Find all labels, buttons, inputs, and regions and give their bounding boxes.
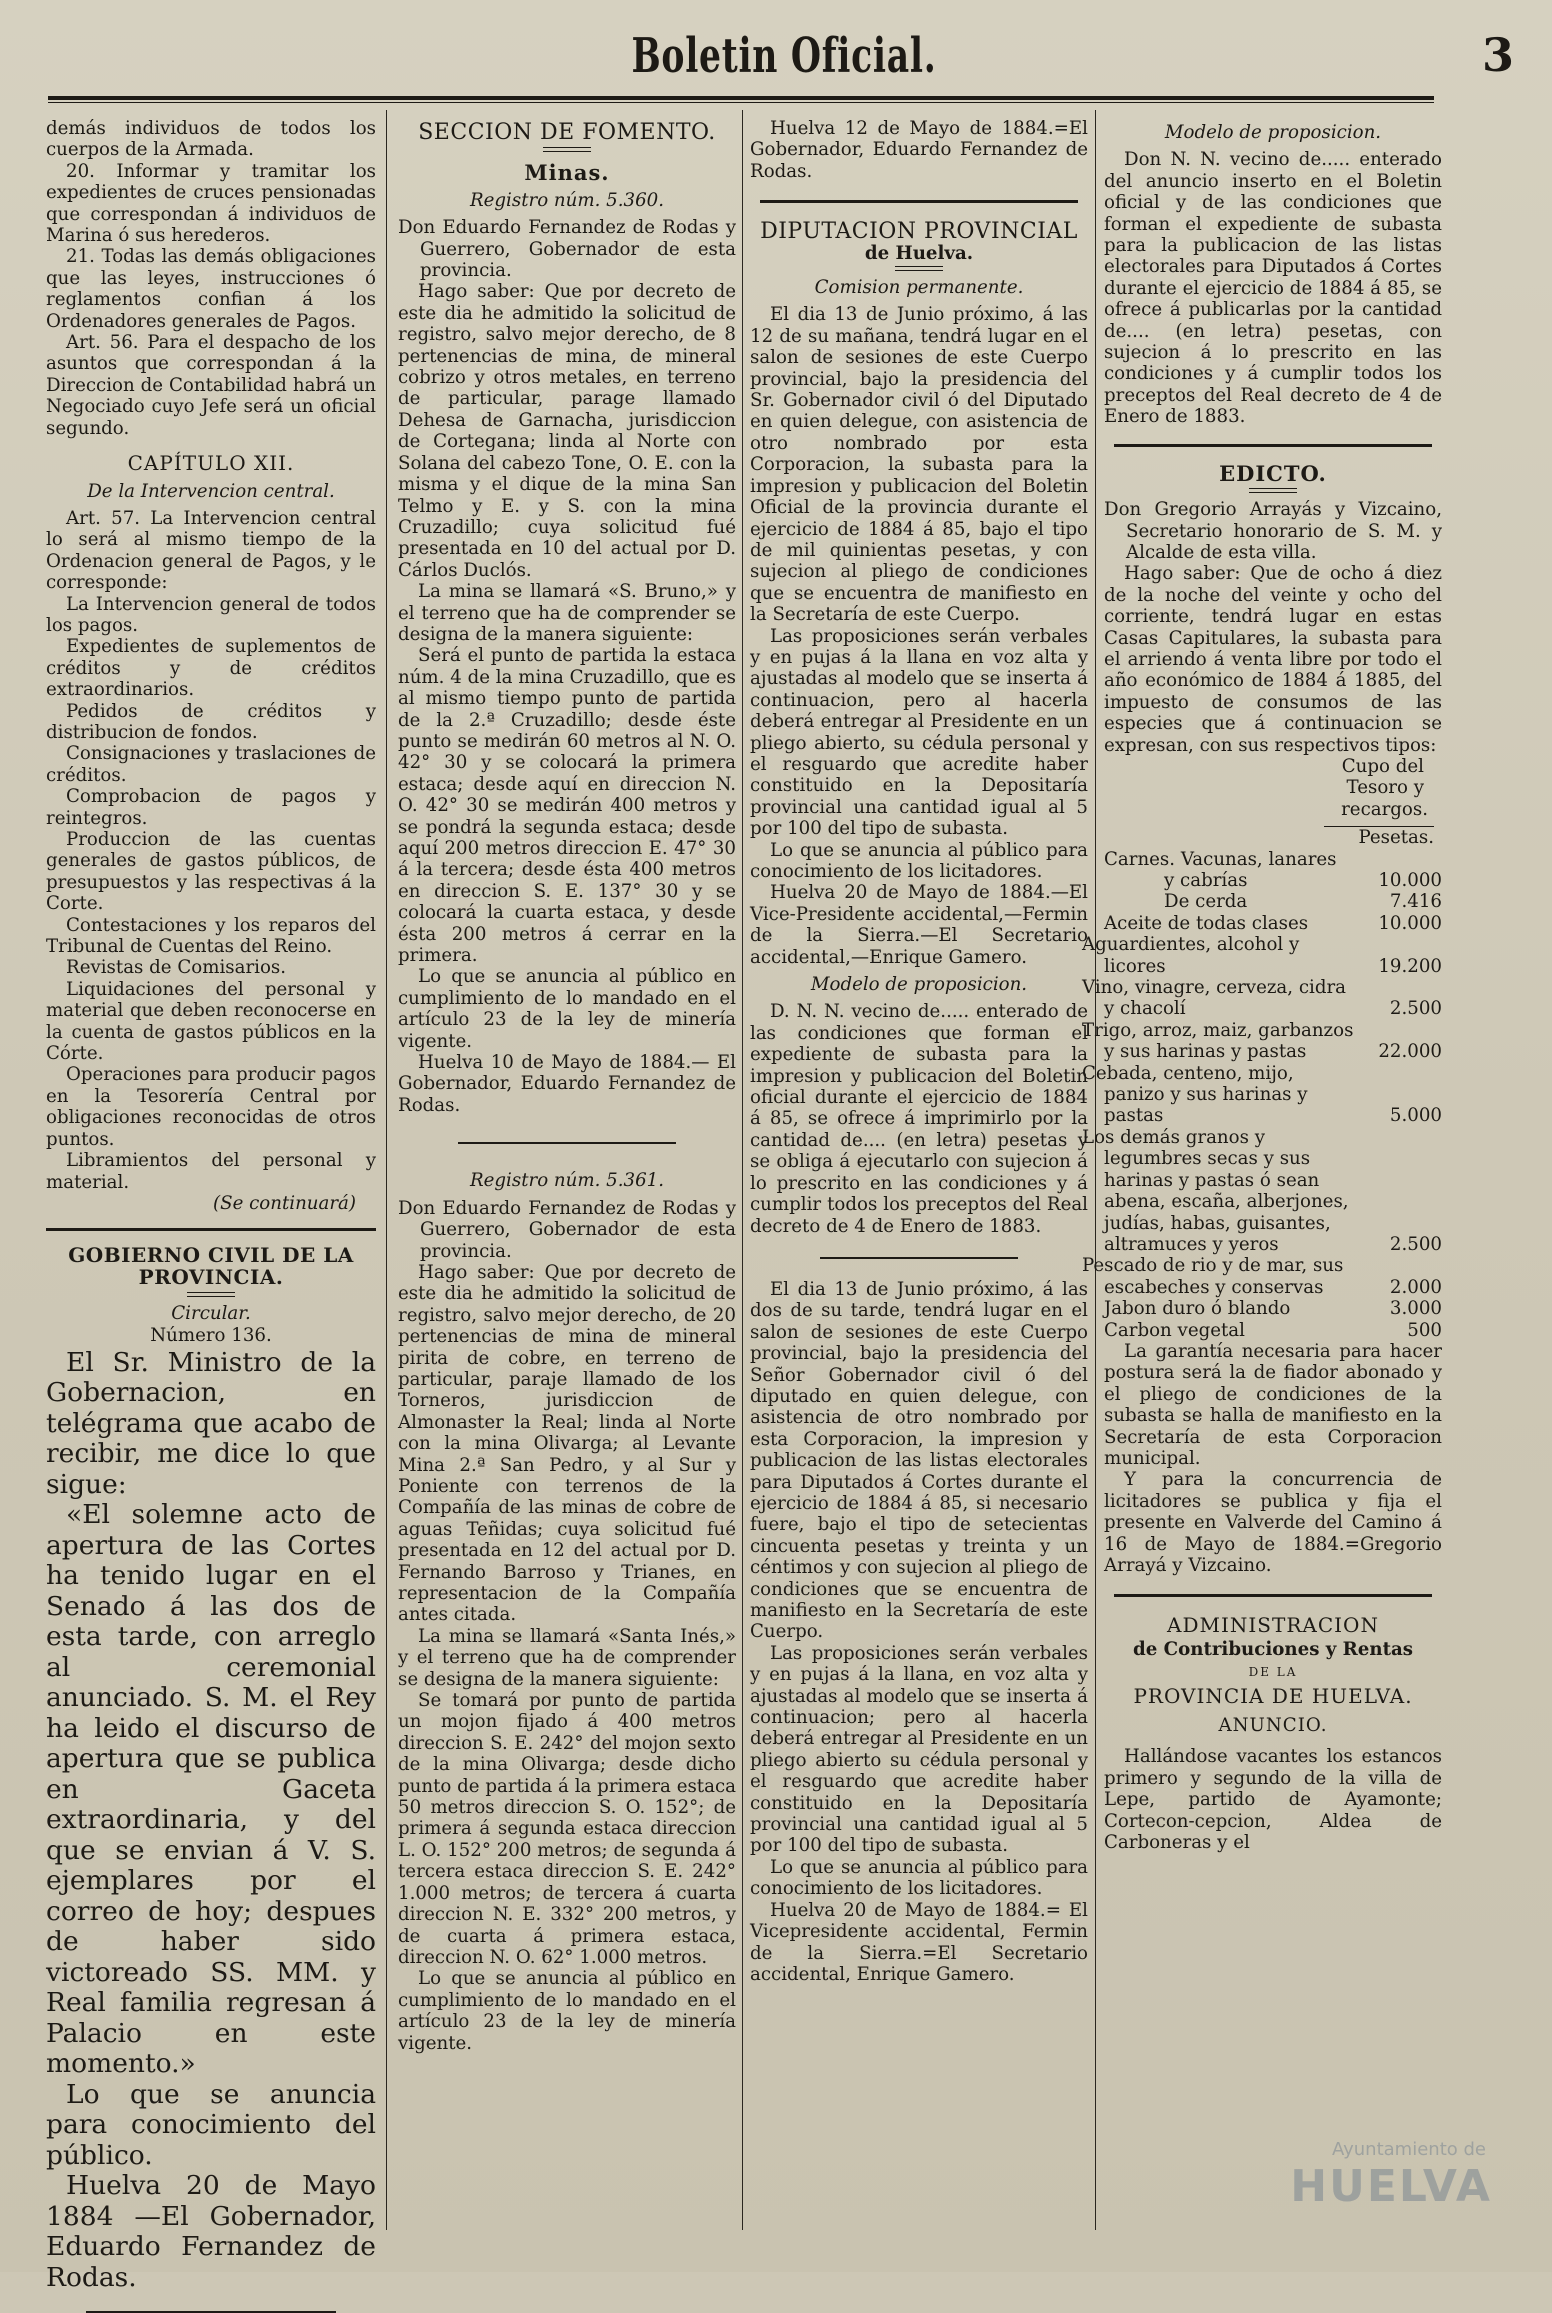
section-rule: [1114, 1594, 1432, 1597]
watermark-line: Ayuntamiento de: [1332, 2139, 1486, 2160]
table-row: [1104, 1320, 1442, 1341]
paragraph: Hago saber: Que por decreto de este dia he admitido la solicitud de registro, salvo mejor derecho, de 8 pertenencias de mina, de mineral cobrizo y otros metales, en terreno de particular, parage llamado Dehesa de Garnacha, jurisdiccion de Cortegana; linda al Norte con Solana del cabezo Tone, O. E. con la misma y el dique de la mina San Telmo y E. y S. con la mina Cruzadillo; cuya solicitud fué presentada en 10 del actual por D. Cárlos Duclós.: [398, 281, 736, 581]
paragraph: El dia 13 de Junio próximo, á las dos de su tarde, tendrá lugar en el salon de sesiones de este Cuerpo provincial, bajo la presidencia del Señor Gobernador civil ó del diputado en quien delegue, con asistencia de otro nombrado por esta Corporacion, la impresion y publicacion de las listas electorales para Diputados á Cortes durante el ejercicio de 1884 á 85, si necesario fuere, bajo el tipo de setecientas cincuenta pesetas y treinta y un céntimos y con sujecion al pliego de condiciones que se encuentra de manifiesto en la Secretaría de este Cuerpo.: [750, 1278, 1088, 1643]
paragraph: Huelva 20 de Mayo de 1884.—El Vice-Presidente accidental,—Fermin de la Sierra.—El Secretario accidental,—Enrique Gamero.: [750, 882, 1088, 968]
table-row: [1104, 1255, 1442, 1298]
table-cell-value: 10.000: [1378, 912, 1442, 934]
paragraph: Huelva 10 de Mayo de 1884.— El Gobernador, Eduardo Fernandez de Rodas.: [398, 1052, 736, 1116]
table-row: [1104, 1127, 1442, 1255]
list-item: Revistas de Comisarios.: [66, 957, 287, 979]
paragraph: Huelva 20 de Mayo de 1884.= El Vicepresidente accidental, Fermin de la Sierra.=El Secretario accidental, Enrique Gamero.: [750, 1899, 1088, 1985]
section-heading-diputacion: DIPUTACION PROVINCIAL: [760, 219, 1078, 245]
page-number: 3: [1481, 28, 1514, 82]
paragraph: Don Eduardo Fernandez de Rodas y Guerrero, Gobernador de esta provincia.: [398, 1197, 736, 1262]
table-header: Tesoro y: [1346, 777, 1424, 799]
list-item: Libramientos del personal y material.: [46, 1150, 376, 1193]
registry-number: Registro núm. 5.360.: [469, 189, 665, 211]
column-4: [1082, 118, 1442, 2248]
paragraph: Será el punto de partida la estaca núm. 4 de la mina Cruzadillo, que es al mismo tiempo punto de partida de la 2.ª Cruzadillo; desde éste punto se medirán 60 metros al N. O. 42° 30 y se colocará la primera estaca; desde aquí en direccion N. O. 42° 30 se medirán 400 metros y se pondrá la segunda estaca; desde aquí 200 metros direccion E. 47° 30 á la tercera; desde ésta 400 metros en direccion S. E. 137° 30 y se colocará la cuarta estaca, y desde ésta 200 metros á cerrar en la primera.: [398, 645, 736, 967]
chapter-heading: CAPÍTULO XII.: [127, 451, 295, 476]
ornament: [1249, 488, 1297, 493]
paragraph: Y para la concurrencia de licitadores se publica y fija el presente en Valverde del Camino á 16 de Mayo de 1884.=Gregorio Arrayá y Vizcaino.: [1104, 1469, 1442, 1576]
model-heading: Modelo de proposicion.: [810, 974, 1028, 996]
tariff-table: [1082, 848, 1442, 1341]
paragraph: Art. 56. Para el despacho de los asuntos que correspondan á la Direccion de Contabilidad habrá un Negociado cuyo Jefe será un oficial segundo.: [46, 332, 376, 439]
list-item: La Intervencion general de todos los pagos.: [46, 593, 376, 636]
chapter-subheading: De la Intervencion central.: [87, 480, 335, 502]
table-row: [1104, 913, 1442, 934]
paragraph: Hallándose vacantes los estancos primero y segundo de la villa de Lepe, partido de Ayamonte; Cortecon-cepcion, Aldea de Carboneras y el: [1104, 1746, 1442, 1854]
list-item: Consignaciones y traslaciones de créditos.: [46, 743, 376, 786]
list-item: Operaciones para producir pagos en la Tesorería Central por obligaciones reconocidas de otros puntos.: [46, 1064, 376, 1150]
subsection-heading-minas: Minas.: [524, 160, 610, 186]
paragraph-large: Lo que se anuncia para conocimiento del público.: [46, 2078, 376, 2171]
table-cell-value: 2.500: [1389, 998, 1442, 1020]
table-cell-item: y cabrías: [1164, 870, 1248, 891]
circular-number: Número 136.: [150, 1324, 272, 1346]
paragraph: Las proposiciones serán verbales y en pujas á la llana, en voz alta y ajustadas al modelo que se inserta á continuacion; pero al hacerla deberá entregar al Presidente en un pliego abierto su cédula personal y el resguardo que acredite haber constituido en la Depositaría provincial una cantidad igual al 5 por 100 del tipo de subasta.: [750, 1642, 1088, 1857]
list-item: Pedidos de créditos y distribucion de fondos.: [46, 700, 376, 743]
table-cell-value: 2.500: [1389, 1233, 1442, 1255]
table-cell-value: 22.000: [1378, 1041, 1442, 1063]
table-cell-item: Carbon vegetal: [1104, 1319, 1245, 1341]
table-row: [1104, 1063, 1442, 1127]
paragraph: Don Gregorio Arrayás y Vizcaino, Secretario honorario de S. M. y Alcalde de esta villa.: [1104, 499, 1442, 563]
paragraph: Se tomará por punto de partida un mojon fijado á 400 metros direccion S. E. 242° del mojon sexto de la mina Olivarga; desde dicho punto de partida á la primera estaca 50 metros direccion S. O. 152°; de primera á segunda estaca direccion L. O. 152° 200 metros; de segunda á tercera estaca direccion S. E. 242° 1.000 metros; de tercera á cuarta direccion N. E. 332° 200 metros, y de cuarta á primera estaca, direccion N. O. 62° 1.000 metros.: [398, 1690, 736, 1968]
ornament: [187, 1292, 235, 1297]
column-divider: [386, 110, 387, 2230]
table-cell-item: De cerda: [1164, 891, 1248, 913]
paragraph: Lo que se anuncia al público para conocimiento de los licitadores.: [750, 1856, 1088, 1900]
table-cell-value: 500: [1407, 1319, 1442, 1341]
column-2: [398, 118, 736, 2248]
column-3: [750, 118, 1088, 2248]
table-cell-value: 5.000: [1389, 1105, 1442, 1127]
masthead-title: Boletin Oficial.: [631, 28, 937, 84]
model-heading: Modelo de proposicion.: [1164, 122, 1382, 143]
paragraph: Art. 57. La Intervencion central lo será al mismo tiempo de la Ordenacion general de Pagos, y le corresponde:: [46, 507, 376, 594]
table-header: Pesetas.: [1324, 826, 1434, 848]
table-cell-item: Jabon duro ó blando: [1104, 1298, 1291, 1320]
table-row: [1104, 870, 1442, 891]
paragraph: La mina se llamará «S. Bruno,» y el terreno que ha de comprender se designa de la manera siguiente:: [398, 581, 736, 645]
masthead-rule: [48, 96, 1434, 100]
list-item: Contestaciones y los reparos del Tribunal de Cuentas del Reino.: [46, 914, 376, 958]
column-divider: [742, 110, 743, 2230]
section-rule: [1114, 444, 1432, 447]
continued-note: (Se continuará): [213, 1192, 356, 1214]
table-cell-item: Los demás granos y legumbres secas y sus harinas y pastas ó sean abena, escaña, alberjones, judías, habas, guisantes, altramuces y yeros: [1082, 1126, 1349, 1255]
paragraph: El dia 13 de Junio próximo, á las 12 de su mañana, tendrá lugar en el salon de sesiones de este Cuerpo provincial, bajo la presidencia del Sr. Gobernador civil ó del Diputado en quien delegue, con asistencia de otro nombrado por esta Corporacion, la subasta para la impresion y publicacion del Boletin Oficial de la provincia durante el ejercicio de 1884 á 85, bajo el tipo de mil quinientas pesetas, y con sujecion al pliego de condiciones que se encuentra de manifiesto en la Secretaría de este Cuerpo.: [750, 304, 1088, 626]
column-divider: [1095, 110, 1096, 2230]
paragraph: demás individuos de todos los cuerpos de la Armada.: [46, 118, 376, 161]
list-item: Comprobacion de pagos y reintegros.: [46, 786, 376, 829]
table-cell-item: Trigo, arroz, maiz, garbanzos y sus harinas y pastas: [1082, 1019, 1354, 1063]
paragraph: 20. Informar y tramitar los expedientes de cruces pensionadas que correspondan á individuos de Marina ó sus herederos.: [46, 160, 376, 247]
table-cell-value: 3.000: [1389, 1298, 1442, 1320]
section-heading-fomento: SECCION DE FOMENTO.: [418, 120, 716, 145]
table-row: [1104, 849, 1442, 870]
admin-subheading: de Contribuciones y Rentas: [1133, 1638, 1413, 1660]
table-cell-item: Cebada, centeno, mijo, panizo y sus harinas y pastas: [1082, 1062, 1308, 1127]
ornament: [895, 266, 943, 271]
masthead-rule-thin: [48, 102, 1434, 103]
admin-connector: DE LA: [1248, 1665, 1298, 1680]
paragraph: Don N. N. vecino de..... enterado del anuncio inserto en el Boletin oficial y de las condiciones que forman el expediente de subasta para la publicacion de las listas electorales para Diputados á Cortes durante el ejercicio de 1884 á 85, se ofrece á publicarlas por la cantidad de.... (en letra) pesetas, con sujecion á lo prescrito en las condiciones y á cumplir todos los preceptos del Real decreto de 4 de Enero de 1883.: [1104, 149, 1442, 428]
paragraph: D. N. N. vecino de..... enterado de las condiciones que forman el expediente de subasta para la impresion y publicacion del Boletin oficial durante el ejercicio de 1884 á 85, se ofrece á imprimirlo por la cantidad de.... (en letra) pesetas y se obliga á ejecutarlo con sujecion á lo prescrito en las condiciones y á cumplir todos los preceptos del Real decreto de 4 de Enero de 1883.: [750, 1001, 1088, 1237]
paragraph: Hago saber: Que por decreto de este dia he admitido la solicitud de registro, salvo mejor derecho, de 20 pertenencias de mina de mineral pirita de cobre, en terreno de particular, paraje llamado de los Torneros, jurisdiccion de Almonaster la Real; linda al Norte con la mina Olivarga; al Levante Mina 2.ª San Pedro, y al Sur y Poniente con terrenos de la Compañía de las minas de cobre de aguas Teñidas; cuya solicitud fué presentada en 12 del actual por D. Fernando Barroso y Trianes, en representacion de la Compañía antes citada.: [398, 1261, 736, 1626]
table-header: recargos.: [1341, 798, 1428, 820]
paragraph: Lo que se anuncia al público en cumplimiento de lo mandado en el artículo 23 de la ley de minería vigente.: [398, 1968, 736, 2054]
table-row: [1104, 891, 1442, 912]
list-item: Expedientes de suplementos de créditos y de créditos extraordinarios.: [46, 636, 376, 701]
table-cell-value: [1354, 849, 1442, 870]
watermark-logo: HUELVA: [1290, 2161, 1492, 2212]
paragraph: Huelva 12 de Mayo de 1884.=El Gobernador, Eduardo Fernandez de Rodas.: [750, 118, 1088, 182]
circular-label: Circular.: [171, 1303, 251, 1325]
table-cell-value: 7.416: [1389, 891, 1442, 913]
table-cell-value: 10.000: [1378, 870, 1442, 891]
table-row: [1104, 1298, 1442, 1319]
section-rule: [46, 1228, 376, 1231]
table-cell-item: Aceite de todas clases: [1104, 912, 1309, 934]
list-item: Liquidaciones del personal y material que deben reconocerse en la cuenta de gastos públicos en la Córte.: [46, 978, 376, 1065]
table-row: [1104, 934, 1442, 977]
paragraph: Don Eduardo Fernandez de Rodas y Guerrero, Gobernador de esta provincia.: [398, 217, 736, 282]
table-cell-value: 19.200: [1378, 955, 1442, 977]
section-rule: [820, 1257, 1018, 1259]
column-1: [46, 118, 376, 2293]
paragraph: La mina se llamará «Santa Inés,» y el terreno que ha de comprender se designa de la manera siguiente:: [398, 1625, 736, 1690]
section-rule: [458, 1142, 676, 1144]
masthead: [48, 28, 1520, 92]
table-header: Cupo del: [1341, 755, 1424, 777]
paragraph: Hago saber: Que de ocho á diez de la noche del veinte y ocho del corriente, tendrá lugar en estas Casas Capitulares, la subasta para el arriendo á venta libre por todo el año económico de 1884 á 1885, del impuesto de consumos de las especies que á continuacion se expresan, con sus respectivos tipos:: [1104, 563, 1442, 756]
table-cell-item: Vino, vinagre, cerveza, cidra y chacolí: [1082, 977, 1347, 1020]
table-cell-item: Aguardientes, alcohol y licores: [1082, 934, 1300, 977]
section-subheading: de Huelva.: [864, 242, 974, 264]
section-heading-gobierno: GOBIERNO CIVIL DE LA PROVINCIA.: [68, 1243, 354, 1289]
table-cell-item: Carnes. Vacunas, lanares: [1104, 848, 1337, 870]
admin-province: PROVINCIA DE HUELVA.: [1133, 1683, 1413, 1708]
paragraph: Lo que se anuncia al público en cumplimiento de lo mandado en el artículo 23 de la ley de minería vigente.: [398, 966, 736, 1052]
ornament: [543, 147, 591, 152]
paragraph: Las proposiciones serán verbales y en pujas á la llana en voz alta y ajustadas al modelo que se inserta á continuacion, pero al hacerla deberá entregar al Presidente en un pliego abierto, su cédula personal y el resguardo que acredite haber constituido en la Depositaría provincial una cantidad igual al 5 por 100 del tipo de subasta.: [750, 625, 1088, 840]
table-row: [1104, 977, 1442, 1020]
commission-label: Comision permanente.: [814, 277, 1024, 299]
table-row: [1104, 1020, 1442, 1063]
table-cell-item: Pescado de rio y de mar, sus escabeches y conservas: [1082, 1255, 1344, 1298]
section-rule: [760, 200, 1078, 203]
paragraph: 21. Todas las demás obligaciones que las leyes, instrucciones ó reglamentos confian á los Ordenadores generales de Pagos.: [46, 246, 376, 332]
paragraph: La garantía necesaria para hacer postura será la de fiador abonado y el pliego de condiciones de la subasta se halla de manifiesto en la Secretaría de esta Corporacion municipal.: [1104, 1340, 1442, 1469]
notice-heading: ANUNCIO.: [1218, 1715, 1328, 1737]
admin-heading: ADMINISTRACION: [1167, 1613, 1379, 1638]
table-cell-value: 2.000: [1389, 1276, 1442, 1298]
registry-number: Registro núm. 5.361.: [469, 1170, 665, 1192]
edict-heading: EDICTO.: [1219, 460, 1327, 486]
paragraph-large: Huelva 20 de Mayo 1884 —El Gobernador, Eduardo Fernandez de Rodas.: [46, 2170, 376, 2293]
paragraph-large: «El solemne acto de apertura de las Cortes ha tenido lugar en el Senado á las dos de esta tarde, con arreglo al ceremonial anunciado. S. M. el Rey ha leido el discurso de apertura que se publica en Gaceta extraordinaria, y del que se envian á V. S. ejemplares por el correo de hoy; despues de haber sido victoreado SS. MM. y Real familia regresan á Palacio en este momento.»: [46, 1499, 376, 2080]
list-item: Produccion de las cuentas generales de gastos públicos, de presupuestos y las respectivas á la Corte.: [46, 829, 376, 915]
paragraph: Lo que se anuncia al público para conocimiento de los licitadores.: [750, 839, 1088, 882]
paragraph-large: El Sr. Ministro de la Gobernacion, en telégrama que acabo de recibir, me dice lo que sigue:: [46, 1346, 376, 1500]
